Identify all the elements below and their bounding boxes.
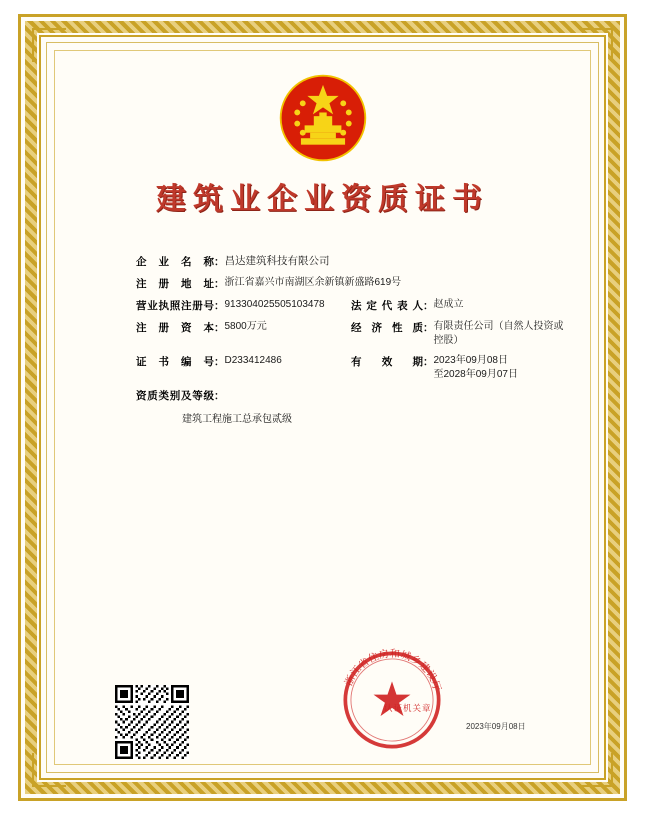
corner-ornament-bottom-right xyxy=(579,753,613,787)
validity-to: 至2028年09月07日 xyxy=(433,368,518,380)
colon: ： xyxy=(214,300,225,312)
seal-center-text: 认证机关章 xyxy=(384,703,432,713)
field-economic-type xyxy=(351,320,566,347)
colon: ： xyxy=(214,278,225,290)
corner-ornament-bottom-left xyxy=(32,753,66,787)
national-emblem-icon xyxy=(277,72,369,164)
cert-no-label: 证书编号 xyxy=(136,356,214,368)
issue-date: 2023年09月08日 xyxy=(466,722,526,731)
corner-ornament-top-right xyxy=(579,28,613,62)
field-capital xyxy=(136,320,351,335)
certificate xyxy=(18,14,627,801)
colon: ： xyxy=(214,322,225,334)
capital-value: 5800万元 xyxy=(224,321,267,332)
category-label: 资质类别及等级 xyxy=(136,390,214,402)
validity-from: 2023年09月08日 xyxy=(433,355,508,366)
seal-ring-text: 浙江省住房和城乡建设厅 xyxy=(342,647,444,693)
capital-label: 注册资本 xyxy=(136,322,214,334)
company-name-value: 昌达建筑科技有限公司 xyxy=(224,255,330,267)
legal-rep-value: 赵成立 xyxy=(433,299,464,310)
colon: ： xyxy=(423,356,434,368)
license-no-label: 营业执照注册号 xyxy=(136,300,214,312)
field-pair-certno-validity xyxy=(136,354,566,388)
address-value: 浙江省嘉兴市南湖区余新镇新盛路619号 xyxy=(224,277,402,288)
field-pair-capital-economictype xyxy=(136,320,566,354)
corner-ornament-top-left xyxy=(32,28,66,62)
company-name-label: 企业名称 xyxy=(136,256,214,268)
colon: ： xyxy=(423,300,434,312)
field-address xyxy=(136,276,566,291)
field-cert-no xyxy=(136,354,351,369)
colon: ： xyxy=(214,390,225,402)
cert-no-value: D233412486 xyxy=(224,355,282,366)
official-seal xyxy=(336,644,448,756)
license-no-value: 913304025505103478 xyxy=(224,299,325,310)
economic-type-label: 经济性质 xyxy=(351,322,423,334)
address-label: 注册地址 xyxy=(136,278,214,290)
colon: ： xyxy=(214,356,225,368)
page-title: 建筑业企业资质证书 xyxy=(156,182,489,217)
field-category xyxy=(136,388,566,403)
field-pair-license-legalrep xyxy=(136,298,566,320)
colon: ： xyxy=(214,256,225,268)
field-legal-rep xyxy=(351,298,566,313)
economic-type-value: 有限责任公司（自然人投资或控股） xyxy=(433,321,564,346)
validity-value xyxy=(434,354,567,381)
legal-rep-label: 法定代表人 xyxy=(351,300,423,312)
field-validity xyxy=(351,354,566,381)
category-value: 建筑工程施工总承包贰级 xyxy=(182,414,292,425)
qr-code xyxy=(115,685,189,759)
fields-block xyxy=(136,254,566,425)
field-license-no xyxy=(136,298,351,313)
field-company-name xyxy=(136,254,566,269)
colon: ： xyxy=(423,322,434,334)
validity-label: 有效期 xyxy=(351,356,423,368)
